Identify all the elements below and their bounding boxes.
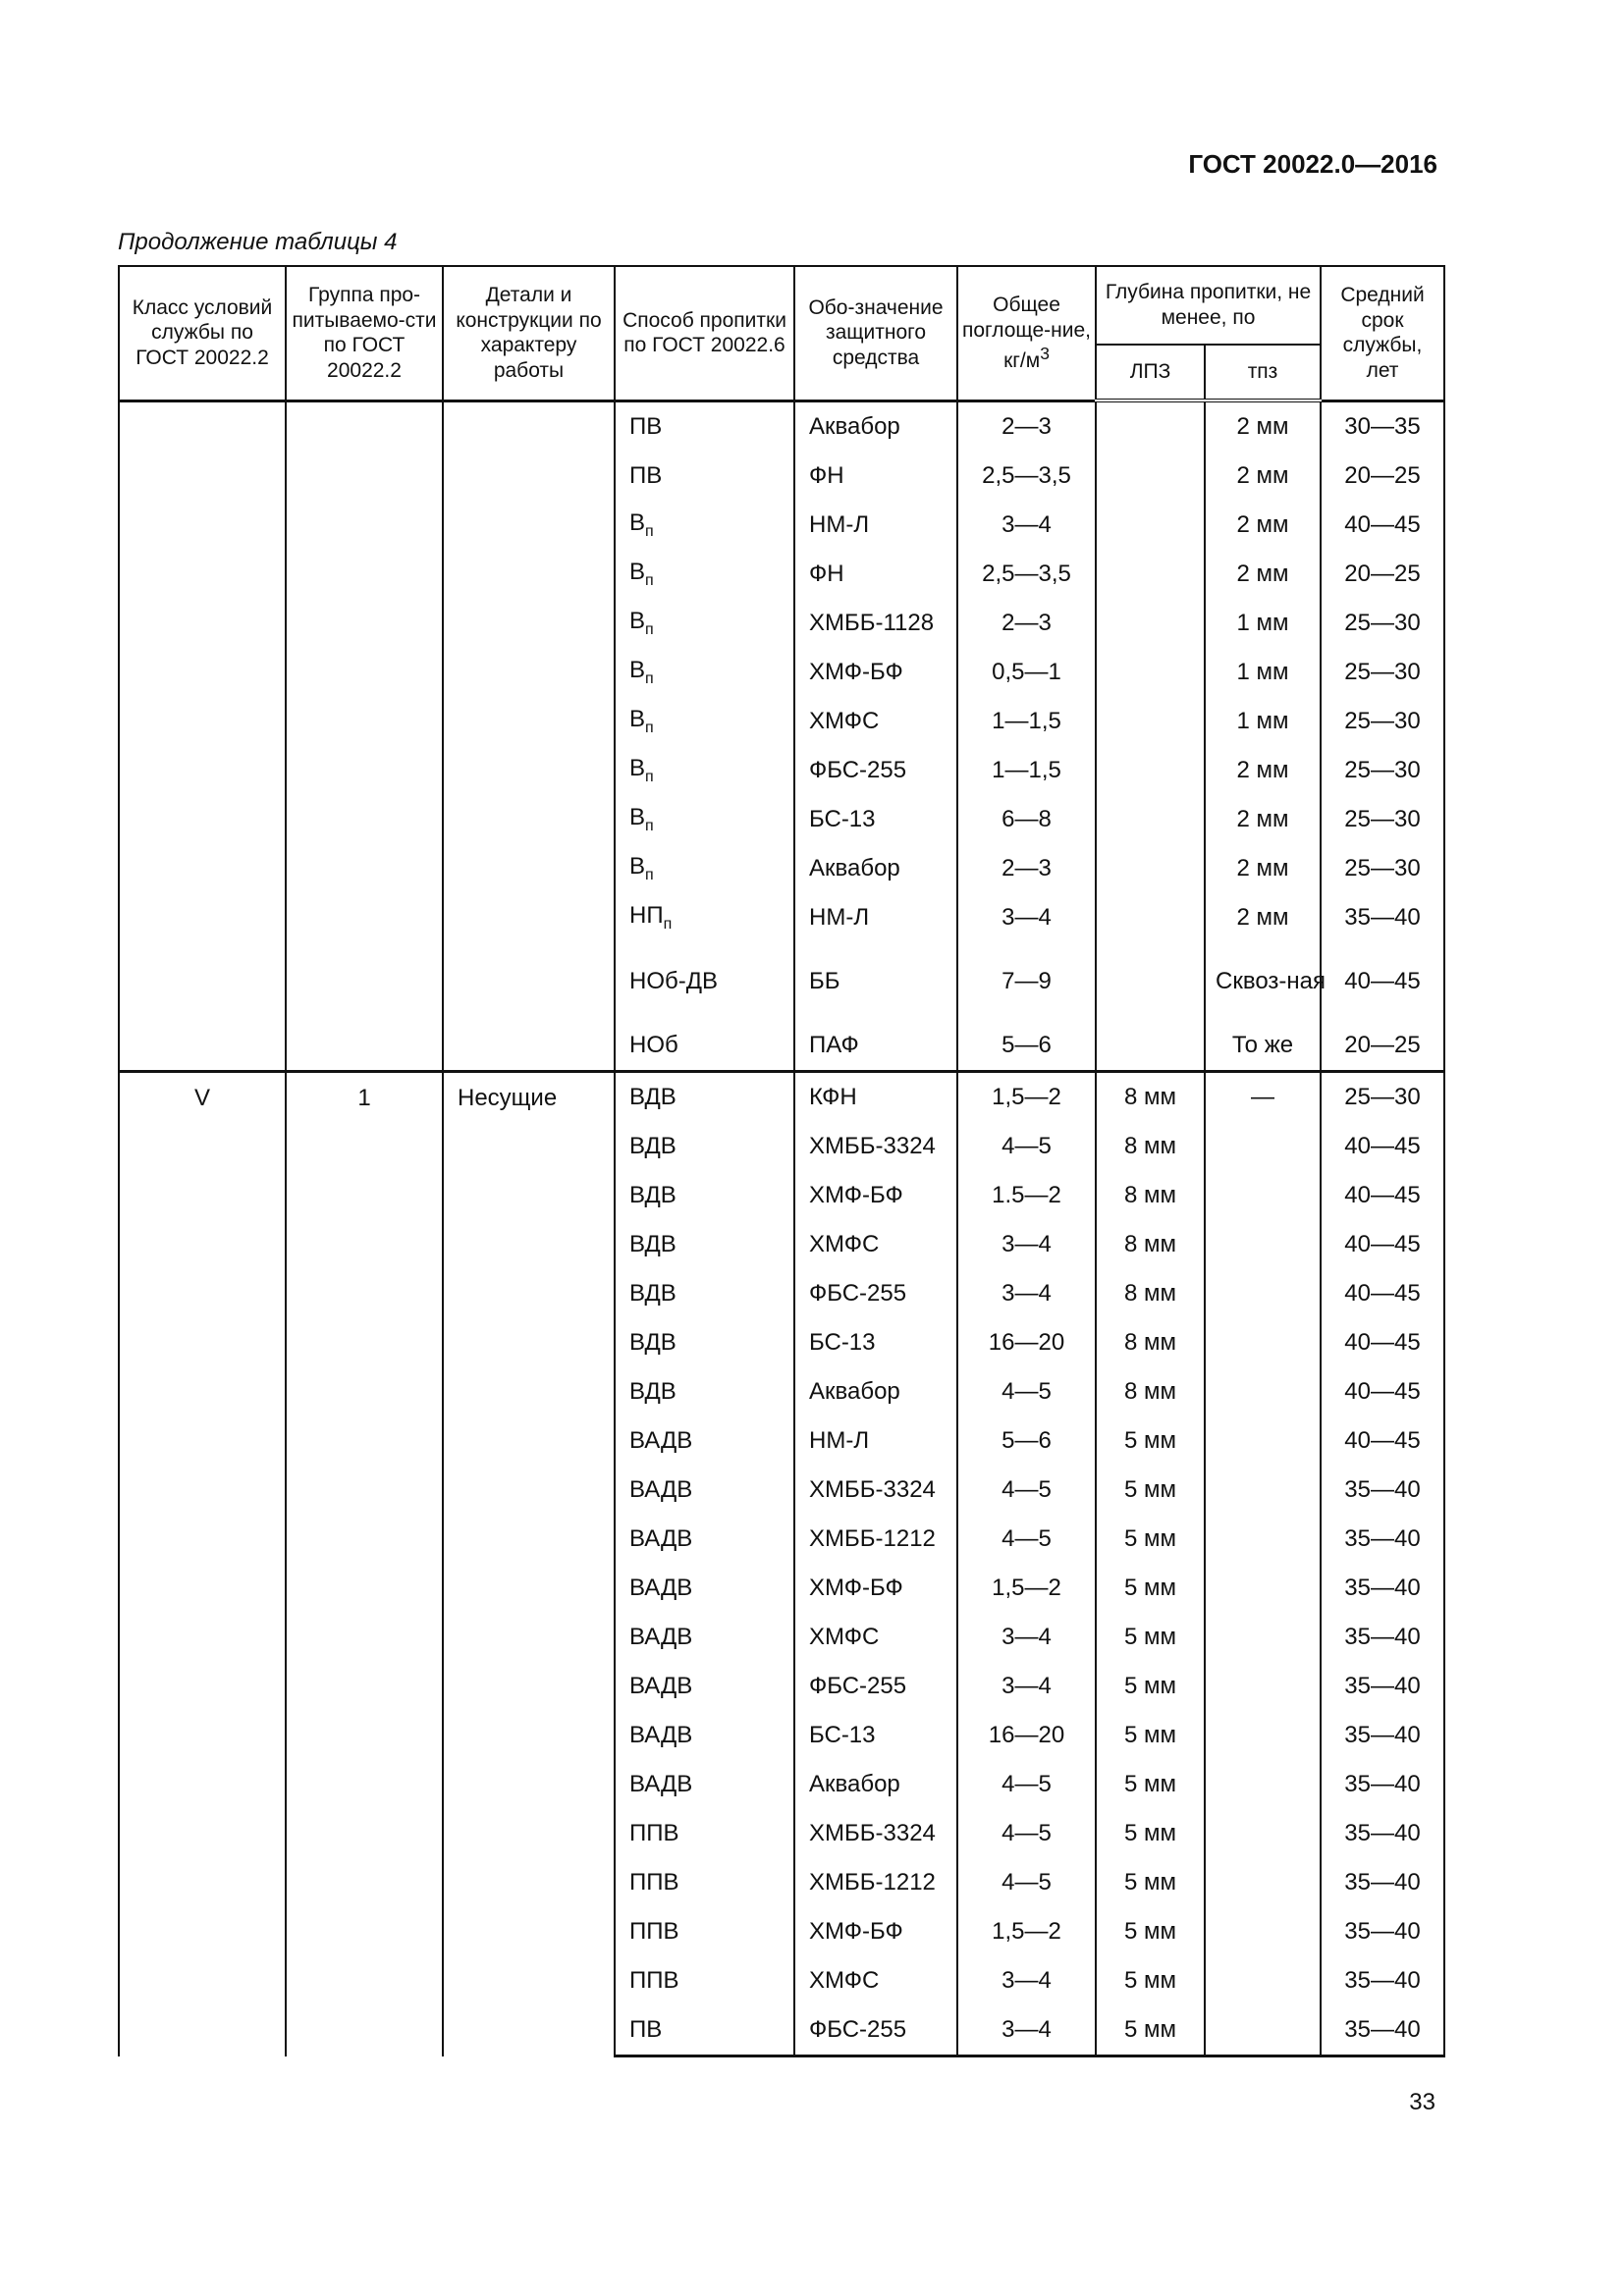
- lpz-cell: 5 мм: [1096, 1760, 1205, 1809]
- tpz-cell: 1 мм: [1205, 697, 1321, 746]
- absorption-cell: 16—20: [957, 1318, 1096, 1367]
- agent-cell: Аквабор: [794, 1760, 957, 1809]
- agent-cell: ФБС-255: [794, 1662, 957, 1711]
- method-cell: ВДВ: [615, 1171, 794, 1220]
- life-cell: 25—30: [1321, 844, 1444, 893]
- tpz-cell: [1205, 1956, 1321, 2005]
- lpz-cell: 8 мм: [1096, 1220, 1205, 1269]
- method-cell-text: В: [629, 657, 646, 684]
- agent-cell: ХМФС: [794, 697, 957, 746]
- agent-cell: ХМФ-БФ: [794, 648, 957, 697]
- header-absorption: [957, 266, 1096, 400]
- absorption-cell: 1,5—2: [957, 1907, 1096, 1956]
- header-absorption-sup: 3: [1040, 343, 1050, 363]
- absorption-cell: 2,5—3,5: [957, 452, 1096, 501]
- method-cell-subscript: п: [645, 571, 654, 589]
- agent-cell: ФБС-255: [794, 1269, 957, 1318]
- agent-cell: ХМФС: [794, 1956, 957, 2005]
- header-lpz: ЛПЗ: [1096, 345, 1205, 400]
- method-cell-subscript: п: [645, 620, 654, 638]
- method-cell-subscript: п: [645, 866, 654, 883]
- method-cell-subscript: п: [645, 719, 654, 736]
- agent-cell: ХМФ-БФ: [794, 1907, 957, 1956]
- agent-cell: ХМББ-3324: [794, 1809, 957, 1858]
- lpz-cell: 5 мм: [1096, 2005, 1205, 2056]
- absorption-cell: 4—5: [957, 1809, 1096, 1858]
- header-absorption-text: Общее поглоще-ние, кг/м: [962, 294, 1091, 372]
- method-cell-subscript: п: [645, 669, 654, 687]
- lpz-cell: 5 мм: [1096, 1416, 1205, 1466]
- absorption-cell: 0,5—1: [957, 648, 1096, 697]
- tpz-cell: [1205, 1416, 1321, 1466]
- method-cell: [615, 599, 794, 648]
- method-cell: ППВ: [615, 1907, 794, 1956]
- table-row: [119, 1072, 1444, 1123]
- tpz-cell: [1205, 1907, 1321, 1956]
- absorption-cell: 4—5: [957, 1515, 1096, 1564]
- lpz-cell: 5 мм: [1096, 1858, 1205, 1907]
- method-cell: ВДВ: [615, 1220, 794, 1269]
- lpz-cell: [1096, 746, 1205, 795]
- method-cell: ПВ: [615, 400, 794, 452]
- agent-cell: ХМФС: [794, 1613, 957, 1662]
- lpz-cell: 5 мм: [1096, 1809, 1205, 1858]
- agent-cell: ХМФС: [794, 1220, 957, 1269]
- method-cell-text: В: [629, 509, 646, 537]
- lpz-cell: 5 мм: [1096, 1956, 1205, 2005]
- tpz-cell: [1205, 1662, 1321, 1711]
- lpz-cell: [1096, 501, 1205, 550]
- life-cell: 35—40: [1321, 1956, 1444, 2005]
- method-cell: [615, 648, 794, 697]
- life-cell: 40—45: [1321, 1122, 1444, 1171]
- life-cell: 35—40: [1321, 1907, 1444, 1956]
- data-table: [118, 265, 1445, 2057]
- absorption-cell: 1,5—2: [957, 1072, 1096, 1123]
- tpz-cell: 1 мм: [1205, 599, 1321, 648]
- life-cell: 35—40: [1321, 1564, 1444, 1613]
- tpz-cell: 2 мм: [1205, 501, 1321, 550]
- method-cell: ПВ: [615, 452, 794, 501]
- agent-cell: ХМФ-БФ: [794, 1171, 957, 1220]
- tpz-cell: 2 мм: [1205, 452, 1321, 501]
- agent-cell: ФБС-255: [794, 2005, 957, 2056]
- lpz-cell: 5 мм: [1096, 1466, 1205, 1515]
- method-cell: ВАДВ: [615, 1760, 794, 1809]
- life-cell: 35—40: [1321, 1858, 1444, 1907]
- life-cell: 40—45: [1321, 1416, 1444, 1466]
- method-cell: ППВ: [615, 1809, 794, 1858]
- lpz-cell: [1096, 648, 1205, 697]
- header-details: Детали и конструкции по характеру работы: [443, 266, 615, 400]
- tpz-cell: [1205, 1613, 1321, 1662]
- agent-cell: Аквабор: [794, 1367, 957, 1416]
- lpz-cell: 5 мм: [1096, 1564, 1205, 1613]
- tpz-cell: [1205, 1809, 1321, 1858]
- life-cell: 35—40: [1321, 2005, 1444, 2056]
- absorption-cell: 3—4: [957, 1220, 1096, 1269]
- header-depth: Глубина пропитки, не менее, по: [1096, 266, 1321, 345]
- table-body: [119, 400, 1444, 2056]
- lpz-cell: [1096, 550, 1205, 599]
- header-method: Способ пропитки по ГОСТ 20022.6: [615, 266, 794, 400]
- life-cell: 20—25: [1321, 452, 1444, 501]
- agent-cell: ПАФ: [794, 1021, 957, 1072]
- lpz-cell: 8 мм: [1096, 1367, 1205, 1416]
- page-number: 33: [1409, 2089, 1435, 2115]
- life-cell: 35—40: [1321, 1662, 1444, 1711]
- agent-cell: НМ-Л: [794, 501, 957, 550]
- method-cell: [615, 746, 794, 795]
- method-cell: ВАДВ: [615, 1466, 794, 1515]
- tpz-cell: 2 мм: [1205, 746, 1321, 795]
- agent-cell: ФН: [794, 452, 957, 501]
- absorption-cell: 3—4: [957, 1269, 1096, 1318]
- method-cell: ВДВ: [615, 1269, 794, 1318]
- life-cell: 35—40: [1321, 1613, 1444, 1662]
- tpz-cell: 2 мм: [1205, 400, 1321, 452]
- absorption-cell: 6—8: [957, 795, 1096, 844]
- method-cell-text: В: [629, 608, 646, 635]
- tpz-cell: [1205, 2005, 1321, 2056]
- method-cell-text: В: [629, 853, 646, 881]
- table-row: [119, 400, 1444, 452]
- header-group: Группа про-питываемо-сти по ГОСТ 20022.2: [286, 266, 443, 400]
- lpz-cell: [1096, 1021, 1205, 1072]
- method-cell: ВДВ: [615, 1072, 794, 1123]
- tpz-cell: [1205, 1269, 1321, 1318]
- tpz-cell: 2 мм: [1205, 550, 1321, 599]
- life-cell: 40—45: [1321, 1269, 1444, 1318]
- method-cell-subscript: п: [645, 817, 654, 834]
- absorption-cell: 7—9: [957, 942, 1096, 1021]
- life-cell: 35—40: [1321, 1711, 1444, 1760]
- tpz-cell: [1205, 1858, 1321, 1907]
- life-cell: 25—30: [1321, 746, 1444, 795]
- life-cell: 40—45: [1321, 501, 1444, 550]
- agent-cell: ХМФ-БФ: [794, 1564, 957, 1613]
- lpz-cell: [1096, 599, 1205, 648]
- method-cell-text: НП: [629, 902, 664, 930]
- method-cell: ВАДВ: [615, 1564, 794, 1613]
- tpz-cell: [1205, 1220, 1321, 1269]
- tpz-cell: [1205, 1564, 1321, 1613]
- method-cell: ВАДВ: [615, 1711, 794, 1760]
- tpz-cell: [1205, 1318, 1321, 1367]
- agent-cell: ХМББ-1212: [794, 1515, 957, 1564]
- absorption-cell: 1—1,5: [957, 697, 1096, 746]
- life-cell: 25—30: [1321, 795, 1444, 844]
- life-cell: 20—25: [1321, 550, 1444, 599]
- method-cell-subscript: п: [663, 915, 673, 933]
- absorption-cell: 4—5: [957, 1367, 1096, 1416]
- absorption-cell: 3—4: [957, 1956, 1096, 2005]
- life-cell: 40—45: [1321, 1220, 1444, 1269]
- agent-cell: ХМББ-1128: [794, 599, 957, 648]
- details-cell: [443, 400, 615, 1072]
- life-cell: 35—40: [1321, 893, 1444, 942]
- table-caption: Продолжение таблицы 4: [118, 229, 398, 255]
- group-cell: [286, 400, 443, 1072]
- absorption-cell: 3—4: [957, 1662, 1096, 1711]
- lpz-cell: 8 мм: [1096, 1171, 1205, 1220]
- agent-cell: ББ: [794, 942, 957, 1021]
- tpz-cell: Сквоз-ная: [1205, 942, 1321, 1021]
- life-cell: 25—30: [1321, 648, 1444, 697]
- tpz-cell: [1205, 1515, 1321, 1564]
- lpz-cell: [1096, 942, 1205, 1021]
- method-cell-text: В: [629, 755, 646, 782]
- tpz-cell: 1 мм: [1205, 648, 1321, 697]
- details-cell: Несущие: [443, 1072, 615, 2056]
- lpz-cell: 5 мм: [1096, 1711, 1205, 1760]
- method-cell-text: В: [629, 706, 646, 733]
- absorption-cell: 2,5—3,5: [957, 550, 1096, 599]
- method-cell: [615, 697, 794, 746]
- agent-cell: ХМББ-3324: [794, 1122, 957, 1171]
- method-cell: [615, 844, 794, 893]
- life-cell: 25—30: [1321, 599, 1444, 648]
- method-cell-subscript: п: [645, 768, 654, 785]
- absorption-cell: 3—4: [957, 501, 1096, 550]
- method-cell: ВДВ: [615, 1318, 794, 1367]
- tpz-cell: 2 мм: [1205, 893, 1321, 942]
- absorption-cell: 4—5: [957, 1760, 1096, 1809]
- life-cell: 30—35: [1321, 400, 1444, 452]
- header-service-class: Класс условий службы по ГОСТ 20022.2: [119, 266, 286, 400]
- method-cell: ВДВ: [615, 1367, 794, 1416]
- lpz-cell: [1096, 795, 1205, 844]
- agent-cell: НМ-Л: [794, 1416, 957, 1466]
- method-cell: ППВ: [615, 1956, 794, 2005]
- method-cell: ВАДВ: [615, 1515, 794, 1564]
- life-cell: 40—45: [1321, 1367, 1444, 1416]
- tpz-cell: [1205, 1466, 1321, 1515]
- header-designation: Обо-значение защитного средства: [794, 266, 957, 400]
- absorption-cell: 3—4: [957, 893, 1096, 942]
- absorption-cell: 16—20: [957, 1711, 1096, 1760]
- agent-cell: ФБС-255: [794, 746, 957, 795]
- life-cell: 35—40: [1321, 1515, 1444, 1564]
- life-cell: 25—30: [1321, 697, 1444, 746]
- method-cell: НОб: [615, 1021, 794, 1072]
- agent-cell: Аквабор: [794, 844, 957, 893]
- lpz-cell: 8 мм: [1096, 1122, 1205, 1171]
- absorption-cell: 2—3: [957, 400, 1096, 452]
- agent-cell: НМ-Л: [794, 893, 957, 942]
- method-cell-text: В: [629, 804, 646, 831]
- method-cell: [615, 795, 794, 844]
- document-code: ГОСТ 20022.0—2016: [1188, 149, 1437, 179]
- method-cell: ППВ: [615, 1858, 794, 1907]
- life-cell: 35—40: [1321, 1760, 1444, 1809]
- absorption-cell: 4—5: [957, 1122, 1096, 1171]
- life-cell: 25—30: [1321, 1072, 1444, 1123]
- absorption-cell: 4—5: [957, 1466, 1096, 1515]
- agent-cell: БС-13: [794, 1711, 957, 1760]
- tpz-cell: То же: [1205, 1021, 1321, 1072]
- lpz-cell: [1096, 844, 1205, 893]
- life-cell: 20—25: [1321, 1021, 1444, 1072]
- absorption-cell: 3—4: [957, 1613, 1096, 1662]
- lpz-cell: 8 мм: [1096, 1269, 1205, 1318]
- life-cell: 40—45: [1321, 942, 1444, 1021]
- method-cell: НОб-ДВ: [615, 942, 794, 1021]
- agent-cell: ХМББ-3324: [794, 1466, 957, 1515]
- lpz-cell: [1096, 697, 1205, 746]
- tpz-cell: [1205, 1122, 1321, 1171]
- method-cell: ВАДВ: [615, 1613, 794, 1662]
- tpz-cell: 2 мм: [1205, 795, 1321, 844]
- life-cell: 35—40: [1321, 1809, 1444, 1858]
- absorption-cell: 2—3: [957, 844, 1096, 893]
- tpz-cell: —: [1205, 1072, 1321, 1123]
- agent-cell: ХМББ-1212: [794, 1858, 957, 1907]
- lpz-cell: [1096, 893, 1205, 942]
- method-cell-text: В: [629, 559, 646, 586]
- tpz-cell: 2 мм: [1205, 844, 1321, 893]
- tpz-cell: [1205, 1760, 1321, 1809]
- lpz-cell: 5 мм: [1096, 1515, 1205, 1564]
- agent-cell: БС-13: [794, 795, 957, 844]
- lpz-cell: 5 мм: [1096, 1662, 1205, 1711]
- header-tpz: тпз: [1205, 345, 1321, 400]
- method-cell: [615, 893, 794, 942]
- agent-cell: Аквабор: [794, 400, 957, 452]
- group-cell: 1: [286, 1072, 443, 2056]
- absorption-cell: 1—1,5: [957, 746, 1096, 795]
- agent-cell: ФН: [794, 550, 957, 599]
- absorption-cell: 3—4: [957, 2005, 1096, 2056]
- lpz-cell: 5 мм: [1096, 1907, 1205, 1956]
- method-cell: ВАДВ: [615, 1662, 794, 1711]
- method-cell: [615, 501, 794, 550]
- method-cell: ПВ: [615, 2005, 794, 2056]
- life-cell: 40—45: [1321, 1318, 1444, 1367]
- service-class-cell: [119, 400, 286, 1072]
- lpz-cell: 5 мм: [1096, 1613, 1205, 1662]
- tpz-cell: [1205, 1367, 1321, 1416]
- absorption-cell: 2—3: [957, 599, 1096, 648]
- service-class-cell: V: [119, 1072, 286, 2056]
- agent-cell: КФН: [794, 1072, 957, 1123]
- tpz-cell: [1205, 1711, 1321, 1760]
- absorption-cell: 4—5: [957, 1858, 1096, 1907]
- method-cell: ВДВ: [615, 1122, 794, 1171]
- lpz-cell: 8 мм: [1096, 1318, 1205, 1367]
- tpz-cell: [1205, 1171, 1321, 1220]
- absorption-cell: 5—6: [957, 1021, 1096, 1072]
- method-cell: ВАДВ: [615, 1416, 794, 1466]
- agent-cell: БС-13: [794, 1318, 957, 1367]
- absorption-cell: 5—6: [957, 1416, 1096, 1466]
- method-cell-subscript: п: [645, 522, 654, 540]
- lpz-cell: 8 мм: [1096, 1072, 1205, 1123]
- absorption-cell: 1,5—2: [957, 1564, 1096, 1613]
- lpz-cell: [1096, 452, 1205, 501]
- absorption-cell: 1.5—2: [957, 1171, 1096, 1220]
- life-cell: 40—45: [1321, 1171, 1444, 1220]
- lpz-cell: [1096, 400, 1205, 452]
- method-cell: [615, 550, 794, 599]
- life-cell: 35—40: [1321, 1466, 1444, 1515]
- header-life: Средний срок службы, лет: [1321, 266, 1444, 400]
